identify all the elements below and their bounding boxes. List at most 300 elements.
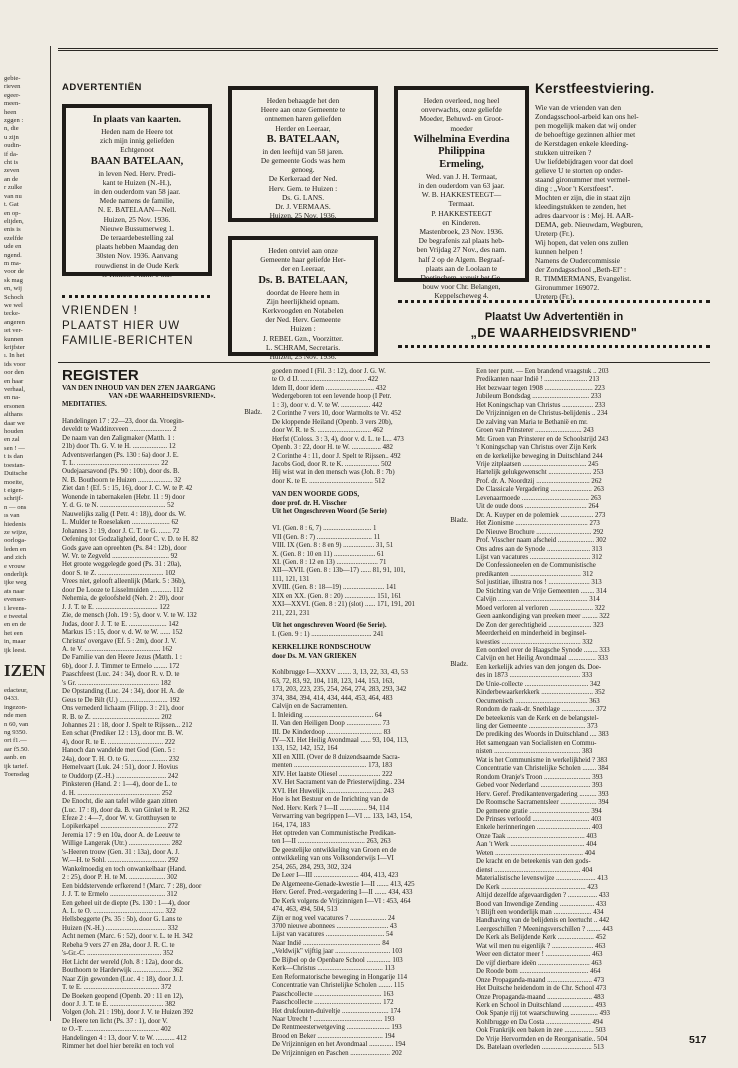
register-entry: Het Licht der wereld (Joh. 8 : 12a), door ds. <box>62 958 183 966</box>
register-entry: Een schat (Prediker 12 : 13), door mr. B. W. <box>62 730 184 738</box>
register-entry: De beteekenis van de Kerk en de belangstel- <box>476 714 599 722</box>
strip-line: ı. In het <box>4 352 25 360</box>
notice-line: Mede namens de familie, <box>99 196 175 206</box>
notice-line: Dr. J. VERMAAS. <box>275 202 331 212</box>
register-entry: Rondom Oranje's Troon ........................... 393 <box>476 773 603 781</box>
register-entry: De naam van den Zaligmaker (Matth. 1 : <box>62 434 175 442</box>
register-entry: Geus te De Bilt (U.) ............................ 192 <box>62 696 180 704</box>
notice-line: Doetinchem, vanuit het Ge- <box>420 273 503 283</box>
register-entry: De Vrijzinnigen en Paschen ....................... 202 <box>272 1049 402 1057</box>
register-entry: De Confessioneelen en de Communistische <box>476 562 596 570</box>
register-entry: Hoe is het Bestuur en de Inrichting van de <box>272 796 389 804</box>
register-entry: Moed verloren al verloren ......................... 322 <box>476 604 605 612</box>
register-entry: Jubileum Bondsdag ................................. 233 <box>476 393 602 401</box>
register-entry: 's-Gr.-C. ........................................... 352 <box>62 950 174 958</box>
bladz-label-2: Bladz. <box>450 516 468 524</box>
adjacent-page-strip <box>4 75 54 995</box>
notice-line: J. REBEL Gzn., Voorzitter. <box>262 333 344 343</box>
register-entry: W.—H. te Sohl. .................................. 292 <box>62 857 179 865</box>
section-van-den-woorde-author: door prof. dr. H. Visscher <box>272 499 347 507</box>
register-entry: Uit de oude doos .................................... 264 <box>476 503 599 511</box>
register-entry: Gebed voor Nederland ............................. 393 <box>476 782 603 790</box>
register-entry: Levenaarmoede ....................................... 263 <box>476 494 601 502</box>
notice-line: ontnemen haren geliefden <box>264 114 342 124</box>
register-entry: De Prinses verloofd ................................. 403 <box>476 816 602 824</box>
register-entry: Gods gave aan opreehten (Ps. 84 : 12b), door <box>62 544 187 552</box>
register-entry: Pinksteren (Hand. 2 : 1—4), door de L. te <box>62 781 178 789</box>
register-entry: 3700 nieuwe abonnees .............................. 43 <box>272 923 397 930</box>
bladz-label-3: Bladz. <box>450 660 468 668</box>
register-entry: Onze Propaganda-maand .......................... 473 <box>476 976 605 984</box>
notice-line: bouw voor Chr. Belangen, <box>422 282 501 292</box>
register-entry: 133, 152, 142, 152, 164 <box>272 745 338 753</box>
register-entry: 's-Heeren trouw (Gen. 31 : 13a), door A. J. <box>62 848 180 856</box>
christmas-line: Wie van de vrienden van den <box>535 103 622 112</box>
register-entry: Prof. dr. A. Noordtzij ............................... 262 <box>476 477 602 485</box>
register-entry: Ned. Herv. Kerk ? I—II ................ 94, 114 <box>272 804 390 812</box>
page-number: 517 <box>689 1034 707 1046</box>
strip-line: van nu <box>4 192 22 200</box>
register-entry: te Ouddorp (Z.-H.) ............................. 242 <box>62 772 179 780</box>
christmas-line: kleedingstukken te zenden, het <box>535 202 627 211</box>
strip-line: schrijf- <box>4 495 24 503</box>
strip-line: voor de <box>4 268 24 276</box>
register-entry: kwesties .............................................. 332 <box>476 638 593 646</box>
notice-line: De gemeente Gods was hem <box>260 156 346 166</box>
christmas-line: Ureterp (Fr.). <box>535 292 575 301</box>
strip-line: daar we <box>4 419 25 427</box>
register-entry: XII—XVII. (Gen. 8 : 13b—17) ...... 81, 91, 101, <box>272 567 406 575</box>
register-entry: N. B. Bouthoorn te Huizen .................... 32 <box>62 476 182 484</box>
strip-line: onderlijk <box>4 570 28 578</box>
strip-line: if da- <box>4 150 19 158</box>
strip-line: ngend. <box>4 251 22 259</box>
register-entry: Concentratie van Christelijke Scholen ........ 115 <box>272 982 404 990</box>
notice-line: De teraardebestelling zal <box>100 233 174 243</box>
strip-line: i levens- <box>4 604 27 612</box>
register-entry: Paaschfeest (Luc. 24 : 34), door R. v. D. te <box>62 671 180 679</box>
register-entry: 2 Corinthe 7 vers 10, door Warmolts te Vr. 452 <box>272 410 402 418</box>
register-entry: 21b) door Th. G. V. te H. .................... 12 <box>62 443 176 451</box>
notice-line: Nieuwe Bussumerweg 1. <box>99 223 175 233</box>
sub-ongeschreven-5: Uit het Ongeschreven Woord (5e Serie) <box>272 508 387 516</box>
register-entry: Een Reformatorische beweging in Hongarije 114 <box>272 973 408 981</box>
notice-line: in den leeftijd van 58 jaren. <box>262 146 344 156</box>
section-meditaties: MEDITATIES. <box>62 400 107 408</box>
register-subtitle-1: VAN DEN INHOUD VAN DEN 27EN JAARGANG <box>62 384 216 392</box>
register-entry: Brood en Beker ...................................... 194 <box>272 1032 395 1040</box>
notice-line: rouwdienst in de Oude Kerk <box>95 260 179 270</box>
notice-line: onverwachts, onze geliefde <box>421 105 502 115</box>
notice-line: L. SCHRAM, Secretaris. <box>265 342 341 352</box>
register-entry: Kerk en School in Duitschland .................. 493 <box>476 1001 606 1009</box>
notice-line: In plaats van kaarten. <box>92 115 182 125</box>
register-entry: Herv. Geref. Predikantenvergadering .......... 393 <box>476 790 609 798</box>
register-entry: door K. te E. ..................................... 512 <box>272 477 385 485</box>
notice-line: Wilhelmina Everdina Philippina <box>413 133 510 157</box>
strip-line: n, die <box>4 125 19 133</box>
register-entry: Nauwelijks zalig (I Petr. 4 : 18)), door ds. W. <box>62 510 186 518</box>
register-entry: 164, 174, 183 <box>272 821 310 829</box>
register-entry: Aan 't Werk ........................................... 404 <box>476 841 597 849</box>
register-entry: Vrees niet, gelooft alleenlijk (Mark. 5 : 36b), <box>62 578 186 586</box>
register-entry: 2 Corinthe 4 : 11, door J. Spelt te Rijssen.. 492 <box>272 452 401 460</box>
strip-line: en zal <box>4 436 20 444</box>
notice-line: 30sten Nov. 1936. Aanvang <box>96 251 178 261</box>
register-entry: Jacobs God, door R. te K. .................... 502 <box>272 460 392 468</box>
register-entry: XVI. Het Huwelijk ................................ 243 <box>272 787 394 795</box>
register-entry: De Vrijzinnigen en de Christus-belijdenis .. 234 <box>476 410 608 418</box>
strip-line: moeite, <box>4 478 24 486</box>
register-entry: Leergeschillen ? Meeningsverschillen ? ........ 443 <box>476 925 613 933</box>
register-entry: J. J. T. te Ermelo ................................ 312 <box>62 891 178 899</box>
notice-line: in den ouderdom van 63 jaar. <box>418 181 505 191</box>
register-entry: Bouthoorn te Harderwijk ...................... 362 <box>62 967 183 975</box>
register-entry: Idem II, door idem ............................ 432 <box>272 384 387 392</box>
strip-line: t is dan <box>4 453 24 461</box>
notice-line: plaats hebben Maandag den <box>95 242 179 252</box>
register-entry: De kracht en de beteekenis van den gods- <box>476 858 591 866</box>
christmas-line: Mochten er zijn, die in staat zijn <box>535 193 631 202</box>
register-entry: Predikanten naar Indië ! ......................... 213 <box>476 376 600 384</box>
strip-line: in, maar <box>4 638 26 646</box>
strip-line: e tweetal <box>4 613 28 620</box>
notice-line: Ermeling, <box>439 158 484 170</box>
register-entry: 't Blijft een wonderlijk man ...................... 434 <box>476 909 604 916</box>
strip-line: cht is <box>4 159 19 167</box>
christmas-line: Zondagsschool-arbeid kan ons hel- <box>535 112 639 121</box>
section-van-den-woorde: VAN DEN WOORDE GODS, <box>272 491 360 499</box>
register-entry: Handelingen 4 : 13, door V. te W. ........... 412 <box>62 1034 187 1042</box>
register-entry: T. L. ................................................ 22 <box>62 459 169 467</box>
strip-line: ijk leest. <box>4 646 27 654</box>
strip-line: ijke weg <box>4 579 27 587</box>
strip-line: ude en <box>4 243 22 251</box>
death-notice-2 <box>228 86 378 222</box>
strip-line: angeren <box>4 318 25 326</box>
register-entry: I. (Gen. 9 : 1) ................................... 241 <box>272 630 384 638</box>
register-entry: Openb. 3 : 22, door H. te W. ................. 482 <box>272 444 393 452</box>
register-entry: Concentratie van Christelijke Scholen ........ 384 <box>476 765 609 773</box>
register-entry: Naar Indië ............................................. 84 <box>272 939 390 947</box>
register-entry: VIII. IX (Gen. 8 : 8 en 9) .................. 31, 51 <box>272 542 394 550</box>
notice-line: Herv. Gem. te Huizen : <box>268 183 338 193</box>
register-entry: Wat wil men nu eigenlijk ? ........................ 463 <box>476 942 606 950</box>
register-entry: III. De Kinderdoop ................................ 83 <box>272 728 391 736</box>
notice-line: De begrafenis zal plaats heb- <box>418 236 505 246</box>
register-entry: Ons adres aan de Synode ......................... 313 <box>476 545 603 553</box>
section-kerkelijke-author: door Ds. M. VAN GRIEKEN <box>272 652 357 660</box>
strip-line: u zijn <box>4 133 19 141</box>
register-entry: De Stichting van de Vrije Gemeenten ........ 314 <box>476 587 607 595</box>
notice-line: moeder <box>450 123 473 133</box>
register-entry: Acht nemen (Marc. 6 : 52), door v. L. te H. 342 <box>62 933 193 941</box>
notice-line: Huizen, 25 Nov. 1936. <box>269 352 337 362</box>
strip-line: rieven <box>4 83 21 91</box>
christmas-line: kunnen helpen ! <box>535 247 583 256</box>
register-entry: Het optreden van Communistische Predikan- <box>272 830 397 838</box>
register-entry: De Unie-collecte ..................................... 342 <box>476 680 601 688</box>
register-entry: Oudejaarsavond (Ps. 90 : 10b), door ds. B. <box>62 468 180 476</box>
register-entry: Ds. Batelaan overleden ............................. 513 <box>476 1044 604 1052</box>
notice-line: Ds. B. BATELAAN, <box>258 274 348 286</box>
register-entry: XIX en XX. (Gen. 8 : 20) .................. 151, 161 <box>272 592 402 600</box>
strip-line: ıet ver- <box>4 327 23 335</box>
notice-line: B. BATELAAN, <box>266 133 340 145</box>
register-entry: Hartelijk gelukgewenscht ......................... 253 <box>476 469 604 477</box>
register-entry: Wankelmoedig en toch onwankelbaar (Hand. <box>62 865 187 873</box>
register-entry: Vrije zitplaatsen ..................................... 245 <box>476 460 599 468</box>
register-entry: L. Mulder te Roeselaken ...................... 62 <box>62 519 179 527</box>
register-entry: A. L. te O. ......................................... 322 <box>62 908 176 915</box>
strip-line: enis is <box>4 226 21 234</box>
register-entry: De Bijbel op de Openbare School .............. 103 <box>272 956 403 964</box>
register-entry: Ook Frankrijk een baken in zee ................. 503 <box>476 1027 606 1035</box>
bladz-label: Bladz. <box>244 409 262 417</box>
register-entry: Altijd dezelfde afgevaardigden ? ................. 433 <box>476 892 610 900</box>
register-entry: I. Inleiding ........................................ 64 <box>272 711 382 719</box>
strip-line: oorloga- <box>4 537 27 545</box>
register-entry: Enkele herinneringen ............................... 403 <box>476 824 603 832</box>
register-entry: te O. d IJ. ...................................... 422 <box>272 376 379 384</box>
register-entry: Handelingen 17 : 22—23, door da. Vroegin- <box>62 417 184 425</box>
register-entry: T. te E. ............................................ 372 <box>62 984 172 992</box>
register-entry: R. B. te Z. ....................................... 202 <box>62 713 172 721</box>
register-entry: De Kerk volgens de Vrijzinnigen I—VI : 453, 464 <box>272 897 411 905</box>
christmas-line: Ureterp (Fr.). <box>535 229 575 238</box>
register-entry: De Nieuwe Brochure ................................ 292 <box>476 528 604 536</box>
strip-line: IZEN <box>4 661 46 681</box>
register-entry: Oefening tot Godzaligheid, door C. v. D. te H. 82 <box>62 536 199 544</box>
register-entry: ling der Gemeente ................................. 373 <box>476 723 598 731</box>
strip-line: meen- <box>4 100 21 108</box>
promo-line-2: PLAATST HIER UW <box>62 320 181 332</box>
strip-line: r zulke <box>4 184 23 192</box>
section-kerkelijke: KERKELIJKE RONDSCHOUW <box>272 644 371 652</box>
advertise-line-1: Plaatst Uw Advertentiën in <box>484 311 624 323</box>
register-entry: 474, 463, 494, 504, 513 <box>272 906 338 914</box>
register-entry: De Classicale Vergadering ........................ 263 <box>476 486 604 494</box>
register-entry: Hellsbeggerte (Ps. 35 : 5b), door G. Lans te <box>62 916 182 924</box>
register-entry: XII en XIII. (Over de 8 duizendsaamde Sacra- <box>272 753 400 761</box>
notice-line: Wed. van J. H. Termaat, <box>426 171 497 181</box>
register-entry: Verwarring van begrippen I—VI .... 133, 143, 154, <box>272 813 413 821</box>
register-entry: A. te V. ............................................ 162 <box>62 645 173 653</box>
register-entry: De Rentmeesterwetgeving ......................... 193 <box>272 1024 402 1032</box>
register-entry: De kloppende Heiland (Openb. 3 vers 20b), <box>272 418 393 426</box>
register-entry: J. J. T. te E. .................................... 122 <box>62 603 170 611</box>
register-entry: Het Zionisme .......................................... 273 <box>476 520 600 528</box>
register-entry: Kerk—Christus ...................................... 113 <box>272 965 395 973</box>
register-entry: develdt te Waddinxveen ........................ 2 <box>62 426 177 434</box>
register-entry: Johannes 21 : 18, door J. Spelt te Rijssen... 212 <box>62 722 193 730</box>
register-entry: XI. (Gen. 8 : 12 en 13) ........................ 71 <box>272 558 387 566</box>
christmas-line: Wij hopen, dat velen ons zullen <box>535 238 629 247</box>
strip-line: zeven <box>4 167 20 175</box>
christmas-line: DEMA, geb. Nieuwdam, Wegburen, <box>535 220 643 229</box>
notice-line: W. B. HAKKESTEEGT— <box>421 190 502 200</box>
register-entry: 2 : 25), door P. H. te M. ..................... 302 <box>62 874 178 882</box>
christmas-line: de behoeftige gezinnen alhier met <box>535 130 636 139</box>
register-entry: Wonende in tabernakelen (Hebr. 11 : 9) door <box>62 493 185 501</box>
register-entry: 374, 384, 394, 414, 434, 444, 453, 464, 483 <box>272 694 393 702</box>
strip-line: kunnen <box>4 335 24 343</box>
register-entry: Johannes 3 : 19, door J. C. T. te G. ....... 72 <box>62 527 180 535</box>
strip-line: heen <box>4 108 17 116</box>
strip-line: m ma- <box>4 259 22 267</box>
christmas-line: de Kerstdagen enkele kleeding- <box>535 139 629 148</box>
notice-line: Ds. G. LANS. <box>281 192 325 202</box>
register-entry: 111, 121, 131 <box>272 575 310 583</box>
register-entry: Prof. Visscher naam afscheid ..................... 302 <box>476 537 607 545</box>
register-entry: De Roomsche Sacramentsleer ..................... 394 <box>476 799 609 807</box>
register-entry: 211, 221, 231 <box>272 609 310 617</box>
notice-line: plaats aan de Loolaan te <box>425 263 498 273</box>
strip-line: oudin- <box>4 142 22 150</box>
notice-line: N. E. BATELAAN—Nell. <box>97 205 177 215</box>
register-entry: Markus 15 : 15, door v. d. W. te W. ...... 152 <box>62 629 183 637</box>
register-entry: Mr. Groen van Prinsterer en de Schoolstrijd 243 <box>476 435 609 443</box>
register-entry: II. Van den Heiligen Doop .................... 73 <box>272 720 390 728</box>
register-entry: Zijn er nog veel vacatures ? ..................... 24 <box>272 914 395 922</box>
strip-line: zggen : <box>4 117 24 125</box>
strip-line: sen ! — <box>4 444 25 452</box>
register-entry: 4), door R. te E. ................................ 222 <box>62 738 176 746</box>
notice-line: Moeder, Behuwd- en Groot- <box>419 114 504 124</box>
advertise-line-2: „DE WAARHEIDSVRIEND" <box>470 326 638 340</box>
register-title: REGISTER <box>62 367 139 384</box>
notice-line: Zijn heerlijkheid opnam. <box>266 296 340 306</box>
register-entry: Willige Langerak (Utr.) ........................ 282 <box>62 840 183 848</box>
register-entry: XXI—XXVI. (Gen. 8 : 21) (slot) ...... 171, 191, 201 <box>272 601 415 609</box>
register-column-1 <box>62 368 262 1052</box>
strip-line: hiedenis <box>4 520 26 528</box>
strip-line: edacteur, <box>4 687 28 695</box>
register-entry: X. (Gen. 8 : 10 en 11) ........................ 61 <box>272 550 384 558</box>
strip-line: en haar <box>4 377 24 385</box>
register-entry: 's Gr. ............................................... 182 <box>62 679 172 687</box>
register-entry: dienst .................................................. 404 <box>476 866 593 874</box>
register-entry: Hemelvaart (Luk. 24 : 51), door J. Hovius <box>62 764 178 772</box>
notice-line: der en Leeraar, <box>280 264 326 274</box>
register-entry: predikanten ......................................... 312 <box>476 570 593 578</box>
register-entry: Het Koningschap van Christus .................. 233 <box>476 401 606 409</box>
christmas-line: staand gironummer met vermel- <box>535 175 631 184</box>
register-entry: des in 1873 ......................................... 333 <box>476 672 593 680</box>
christmas-line: Gironummer 169072. <box>535 283 600 292</box>
strip-line: Toensdag <box>4 771 30 779</box>
register-entry: De zalving van Maria te Bethanië en mr. <box>476 418 588 426</box>
notice-line: genoeg. <box>291 165 315 175</box>
notice-line: kant te Huizen (N.-H.), <box>102 177 172 187</box>
register-column-3 <box>476 368 710 1053</box>
strip-line: krijfster <box>4 344 25 351</box>
register-entry: Dr. A. Kuyper en de polemiek ................... 273 <box>476 511 606 519</box>
strip-line: houden <box>4 428 24 436</box>
register-subtitle-2: VAN »DE WAARHEIDSVRIEND«. <box>108 392 216 401</box>
promo-line-3: FAMILIE-BERICHTEN <box>62 335 194 347</box>
register-entry: Bood van Inwendige Zending .................... 433 <box>476 900 607 908</box>
strip-line: we wel <box>4 301 23 309</box>
register-entry: De Zon der gerechtigheid ......................... 323 <box>476 621 604 629</box>
register-entry: Efeze 2 : 4—7, door W. v. Grotthuysen te <box>62 815 177 823</box>
register-entry: ontwikkeling van ons Volksonderwijs I—VI <box>272 855 394 863</box>
christmas-line: gelieve U te storten op onder- <box>535 166 623 175</box>
register-entry: Calvijn en de Sacramenten. <box>272 703 348 711</box>
register-entry: Huizen (N.-H.) ................................... 332 <box>62 924 178 932</box>
promo-line-1: VRIENDEN ! <box>62 305 138 317</box>
strip-line: Duitsche <box>4 470 28 478</box>
register-entry: door S. te Z. ...................................... 102 <box>62 569 176 577</box>
notice-line: BAAN BATELAAN, <box>90 155 184 167</box>
strip-line: ingezon- <box>4 703 28 711</box>
christmas-title: Kerstfeestviering. <box>535 81 655 96</box>
register-entry: Sol justitiae, illustra nos ! ........................ 313 <box>476 579 602 587</box>
christmas-appeal <box>535 81 710 301</box>
ads-heading: ADVERTENTIËN <box>62 82 142 93</box>
strip-line: ids voor <box>4 360 26 368</box>
christmas-line: Namens de Oudercommissie <box>535 256 620 265</box>
death-notice-1 <box>62 104 212 279</box>
strip-line: n — ons <box>4 503 27 511</box>
strip-line: en, wij <box>4 285 22 293</box>
register-entry: „Veldwijk" vijftig jaar ................................ 103 <box>272 948 403 956</box>
notice-line: Huizen, 25 Nov. 1936. <box>103 214 171 224</box>
register-entry: De Algemeene-Genade-kwestie I—II ....... 413, 425 <box>272 880 415 888</box>
register-entry: Rimmer het doel hier bereikt en toch vol <box>62 1043 174 1051</box>
register-entry: Paaschcollecte ....................................... 172 <box>272 999 394 1007</box>
notice-line: ben Vrijdag 27 Nov., des nam. <box>416 245 507 255</box>
strip-line: en na- <box>4 394 21 402</box>
notice-line: De Kerkeraad der Ned. <box>268 174 338 184</box>
register-entry: Het samengaan van Socialisten en Commu- <box>476 739 597 747</box>
register-entry: Herv. Geref. Pred.-vergadering I—II ....... 434, 433 <box>272 889 413 897</box>
notice-line: Mastenbroek, 23 Nov. 1936. <box>419 227 504 237</box>
register-entry: De geestelijke ontwikkeling van Groen en de <box>272 846 397 854</box>
notice-line: in den ouderdom van 58 jaar. <box>93 187 181 197</box>
strip-line: sk mag <box>4 276 23 284</box>
strip-line: verhaal, <box>4 386 26 394</box>
strip-line: ats naar <box>4 587 25 595</box>
register-entry: door De Looze te Lisselmuiden ............ 112 <box>62 586 184 594</box>
register-entry: De Vrije Hervormden en de Reorganisatie.. 504 <box>476 1035 608 1043</box>
register-entry: De vijf dierbare ideën .............................. 463 <box>476 959 602 967</box>
register-entry: Ziet dan ! (Ef. 5 : 15, 16), door J. C. W. te P. 42 <box>62 485 193 493</box>
register-entry: Rebeha 9 vers 27 en 28a, door J. R. C. te <box>62 941 175 949</box>
advertise-banner <box>398 300 710 348</box>
section-divider <box>58 362 710 363</box>
register-entry: Het drukfouten-duiveltje ........................... 174 <box>272 1007 401 1015</box>
christmas-line: pen mogelijk maken dat wij onder <box>535 121 637 130</box>
register-entry: Lopikerkapel ...................................... 272 <box>62 823 178 831</box>
sub-ongeschreven-6: Uit het ongeschreven Woord (6e Serie). <box>272 622 387 630</box>
strip-line: gebie- <box>4 75 21 82</box>
strip-line: n 60, van <box>4 720 29 728</box>
register-entry: 173, 203, 223, 235, 254, 264, 274, 283, 293, 342 <box>272 686 407 694</box>
notice-line: te Huizen 's nam. 1 uur. <box>102 269 172 279</box>
register-entry: De Roode bom ........................................ 464 <box>476 968 601 976</box>
notice-line: der Ned. Herv. Gemeente <box>265 315 341 325</box>
register-entry: VI. (Gen. 8 : 6, 7) ............................ 1 <box>272 525 377 533</box>
register-entry: XV. Het Sacrament van de Priesterwijding.. 234 <box>272 779 405 787</box>
register-entry: Lijst van vacatures .................................. 54 <box>272 931 393 939</box>
strip-line: evenser- <box>4 596 27 604</box>
register-entry: Calvijn .................................................... 314 <box>476 596 600 604</box>
register-entry: Groen van Prinsterer ........................... 243 <box>476 427 594 435</box>
register-entry: VII (Gen. 8 : 7) ................................ 11 <box>272 533 381 541</box>
register-entry: Adventsverlangen (Ps. 130 : 6a) door J. E. <box>62 451 179 459</box>
register-entry: Nehemia, de geloofsheld (Neh. 2 : 20), door <box>62 595 184 603</box>
